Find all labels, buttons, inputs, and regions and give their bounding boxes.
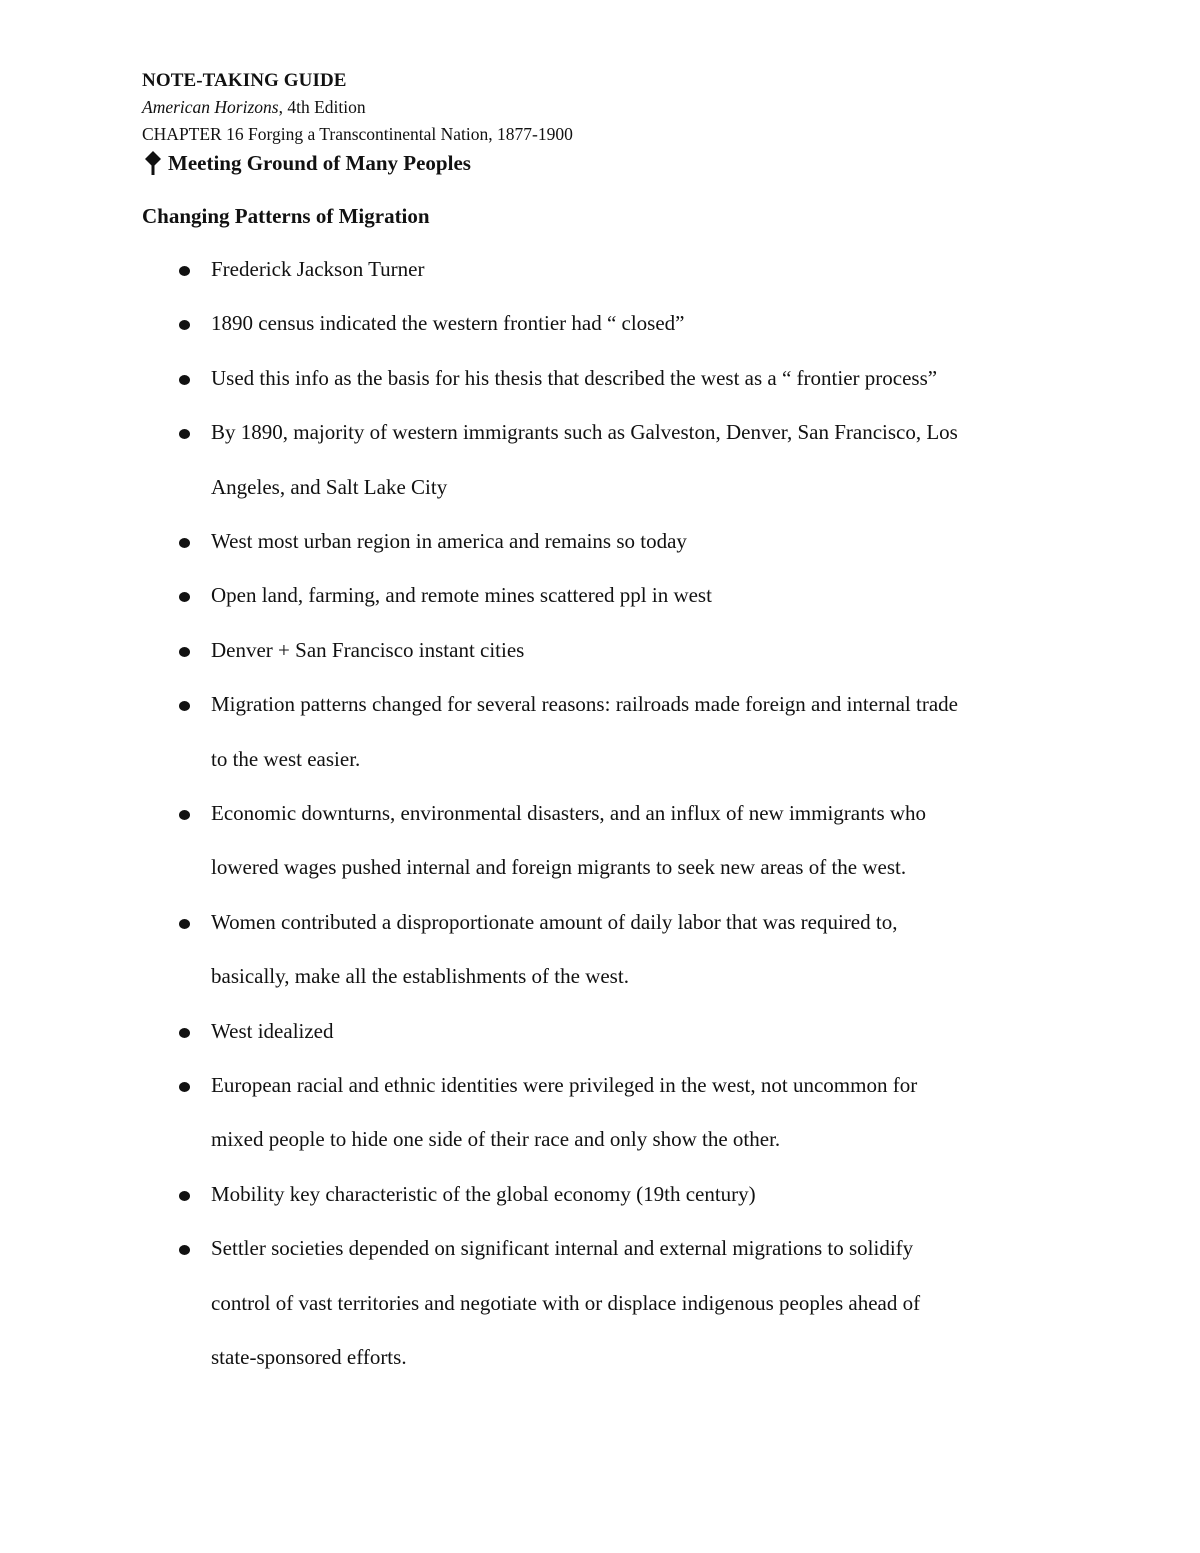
bullet-icon — [179, 592, 190, 602]
bullet-icon — [179, 919, 190, 929]
note-text-line: lowered wages pushed internal and foreign migrants to seek new areas of the west. — [211, 855, 907, 880]
note-text-line: By 1890, majority of western immigrants such as Galveston, Denver, San Francisco, Los — [211, 420, 958, 445]
note-text-line: state-sponsored efforts. — [211, 1345, 407, 1369]
note-text-line: Mobility key characteristic of the global economy (19th century) — [211, 1181, 756, 1206]
note-text-line: Migration patterns changed for several reasons: railroads made foreign and internal trade — [211, 692, 958, 717]
bullet-icon — [179, 266, 190, 276]
note-text-line: basically, make all the establishments of the west. — [211, 964, 629, 989]
bullet-icon — [179, 701, 190, 711]
note-text-line: Denver + San Francisco instant cities — [211, 637, 525, 662]
bullet-icon — [179, 429, 190, 439]
bullet-icon — [179, 647, 190, 657]
bullet-icon — [179, 1245, 190, 1255]
note-text-line: West idealized — [211, 1018, 334, 1043]
diamond-pin-icon — [142, 150, 164, 176]
note-text-line: mixed people to hide one side of their race and only show the other. — [211, 1127, 781, 1152]
bullet-icon — [179, 1082, 190, 1092]
textbook-title: American Horizons — [142, 97, 279, 117]
note-text-line: 1890 census indicated the western frontier had “ closed” — [211, 311, 685, 336]
section-title: Meeting Ground of Many Peoples — [168, 150, 471, 175]
note-text-line: European racial and ethnic identities were privileged in the west, not uncommon for — [211, 1073, 918, 1097]
bullet-icon — [179, 375, 190, 385]
subsection-title: Changing Patterns of Migration — [142, 204, 430, 228]
textbook-edition: , 4th Edition — [278, 97, 366, 117]
section-heading — [142, 150, 471, 176]
note-text-line: Women contributed a disproportionate amount of daily labor that was required to, — [211, 909, 898, 934]
note-text-line: Used this info as the basis for his thesis that described the west as a “ frontier process” — [211, 365, 938, 390]
note-text-line: Open land, farming, and remote mines scattered ppl in west — [211, 583, 712, 608]
note-text-line: Frederick Jackson Turner — [211, 257, 425, 281]
note-text-line: Angeles, and Salt Lake City — [211, 474, 448, 499]
note-text-line: control of vast territories and negotiate with or displace indigenous peoples ahead of — [211, 1290, 921, 1315]
guide-title: NOTE-TAKING GUIDE — [142, 70, 347, 91]
note-text-line: to the west easier. — [211, 746, 361, 771]
bullet-icon — [179, 1191, 190, 1201]
bullet-icon — [179, 810, 190, 820]
textbook-line — [142, 97, 366, 118]
bullet-icon — [179, 538, 190, 548]
bullet-icon — [179, 320, 190, 330]
note-text-line: Economic downturns, environmental disasters, and an influx of new immigrants who — [211, 801, 927, 825]
note-text-line: West most urban region in america and remains so today — [211, 529, 687, 553]
chapter-title: CHAPTER 16 Forging a Transcontinental Nation, 1877-1900 — [142, 124, 573, 144]
note-text-line: Settler societies depended on significant internal and external migrations to solidify — [211, 1236, 914, 1261]
bullet-icon — [179, 1028, 190, 1038]
